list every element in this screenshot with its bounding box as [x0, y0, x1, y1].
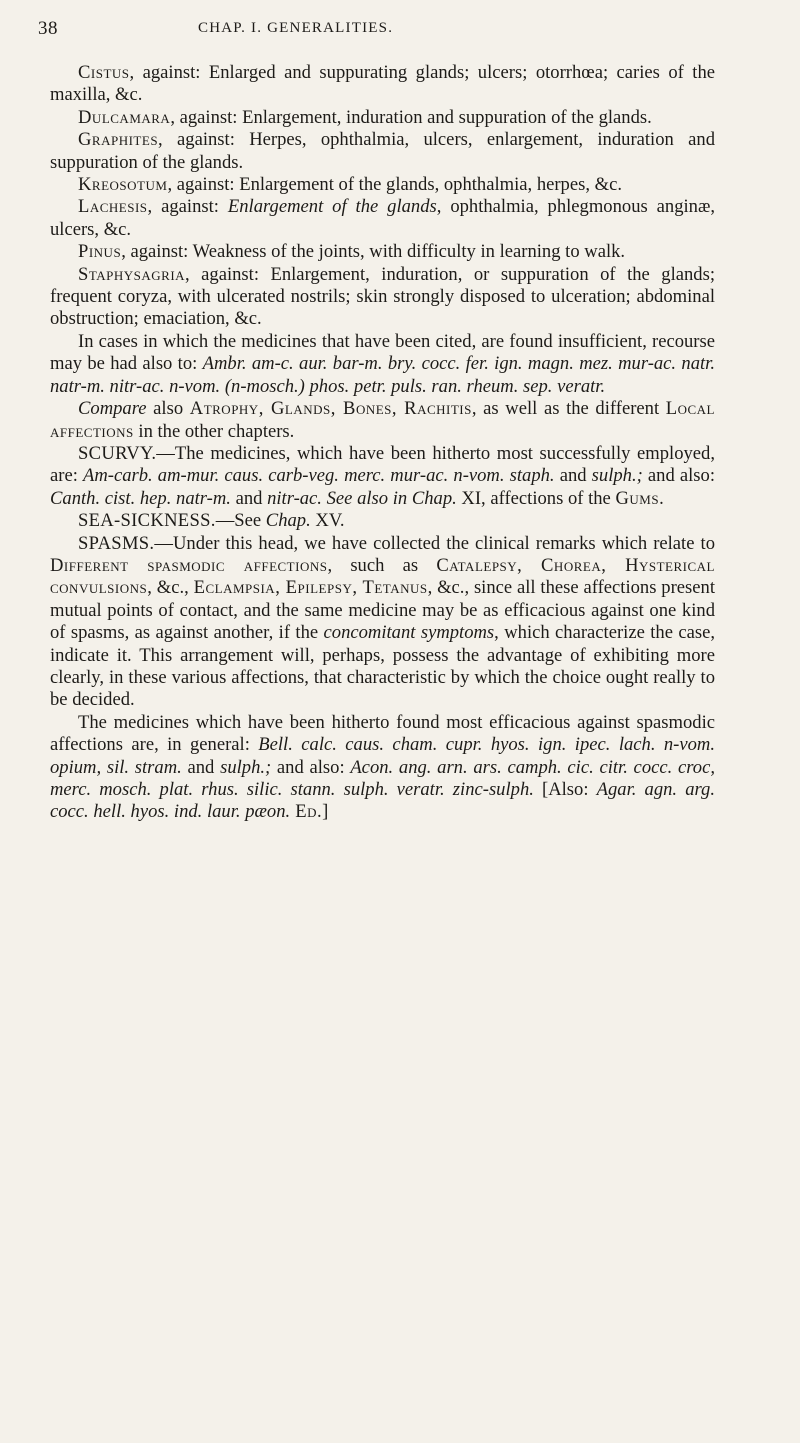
entry-pinus — [50, 241, 715, 263]
chapter-ref: Chap. — [411, 487, 457, 509]
local-affections-ref: Local affections — [50, 398, 715, 442]
spasms-text: , &c., — [147, 577, 194, 599]
eclampsia-ref: Eclampsia, Epilepsy, Tetanus — [193, 577, 428, 599]
spasms-text: —Under this head, we have collected the clinical remarks which relate to — [154, 532, 715, 554]
section-heading: SEA-SICKNESS. — [78, 510, 216, 532]
entry-dulcamara — [50, 107, 715, 129]
remedy-list: sulph.; — [591, 465, 643, 487]
compare-mid: , as well as the different — [471, 398, 666, 420]
spasms-section — [50, 533, 715, 712]
remedy-list: Canth. cist. hep. natr-m. — [50, 487, 231, 509]
chapter-title: CHAP. I. GENERALITIES. — [198, 20, 394, 36]
remedy-name: Graphites — [78, 129, 159, 151]
catalepsy-ref: Catalepsy, Chorea, Hysterical convulsions — [50, 554, 715, 599]
entry-text: , against: Enlargement, induration, or suppuration of the glands; frequent coryza, with ulcerated nostrils; skin strongly disposed to ulceration; abdominal obstruction; emaciation, &c. — [50, 263, 715, 330]
page-number: 38 — [38, 18, 58, 39]
body-text — [50, 62, 715, 824]
entry-staphysagria — [50, 264, 715, 331]
running-head — [38, 18, 740, 42]
entry-kreosotum — [50, 174, 715, 196]
gums-ref: Gums — [615, 487, 660, 509]
remedy-name: Lachesis — [78, 196, 148, 218]
insufficient-paragraph — [50, 331, 715, 398]
compare-label: Compare — [78, 398, 147, 420]
period: . — [659, 487, 664, 509]
conjunction: and — [230, 487, 268, 509]
entry-cistus — [50, 62, 715, 107]
remedy-list: Bell. calc. caus. cham. cupr. hyos. ign. ipec. lach. n-vom. opium, sil. stram. — [50, 734, 715, 778]
see-text: —See — [215, 510, 266, 532]
compare-paragraph — [50, 398, 715, 443]
remedy-name: Dulcamara — [78, 106, 171, 128]
entry-graphites — [50, 129, 715, 174]
insufficient-text: In cases in which the medicines that have been cited, are found insufficient, recourse may be had also to: — [50, 330, 715, 375]
compare-also: also — [146, 398, 190, 420]
spasms-text: , such as — [327, 554, 437, 576]
cross-references: Atrophy, Glands, Bones, Rachitis — [189, 398, 472, 420]
chapter-ref: Chap. — [265, 510, 311, 532]
conjunction: and also: — [642, 465, 715, 487]
editor-note-open: [Also: — [533, 779, 597, 800]
concomitant-emphasis: concomitant symptoms — [323, 622, 495, 644]
section-heading: SCURVY. — [78, 442, 157, 464]
entry-text: , against: Enlargement, induration and suppuration of the glands. — [170, 106, 652, 128]
entry-text: , against: Enlargement of the glands, ophthalmia, herpes, &c. — [167, 174, 623, 196]
section-heading: SPASMS. — [78, 532, 155, 554]
entry-text: , ophthalmia, phlegmonous anginæ, ulcers, &c. — [50, 196, 716, 240]
editor-mark: Ed.] — [290, 801, 329, 823]
remedy-name: Staphysagria — [78, 263, 186, 285]
remedy-name: Cistus — [78, 62, 130, 83]
entry-prefix: , against: — [147, 196, 228, 218]
remedy-list: Am-carb. am-mur. caus. carb-veg. merc. mur-ac. n-vom. staph. — [82, 465, 555, 487]
spasms-medicines — [50, 712, 715, 824]
entry-emphasis: Enlargement of the glands — [227, 196, 437, 218]
entry-text: , against: Herpes, ophthalmia, ulcers, enlargement, induration and suppuration of the glands. — [50, 129, 715, 173]
spasms-text: , which characterize the case, indicate it. This arrangement will, perhaps, possess the advantage of exhibiting more clearly, in these various affections, that characteristic by which the choice ought really to be decided. — [50, 622, 715, 711]
remedy-list: sulph.; — [220, 756, 272, 778]
conjunction: and — [554, 465, 592, 487]
chapter-ref-text: XV. — [310, 510, 345, 532]
compare-tail: in the other chapters. — [133, 420, 295, 442]
remedy-list: Ambr. am-c. aur. bar-m. bry. cocc. fer. ign. magn. mez. mur-ac. natr. natr-m. nitr-ac. n-vom. (n-mosch.) phos. petr. puls. ran. rheum. sep. veratr. — [50, 353, 715, 397]
entry-text: , against: Enlarged and suppurating glands; ulcers; otorrhœa; caries of the maxilla, &c. — [50, 62, 715, 106]
spasms-text: , &c., since all these affections present mutual points of contact, and the same medicine may be as efficacious against one kind of spasms, as against another, if the — [50, 577, 715, 644]
conjunction: and — [181, 756, 221, 778]
remedy-name: Pinus — [78, 241, 122, 263]
different-affections-ref: Different spasmodic affections — [50, 554, 328, 576]
remedy-name: Kreosotum — [78, 174, 168, 196]
see-also: See also in — [321, 487, 412, 509]
seasickness-section — [50, 510, 715, 532]
scurvy-intro: —The medicines, which have been hitherto most successfully employed, are: — [50, 442, 715, 487]
medicines-intro: The medicines which have been hitherto found most efficacious against spasmodic affections are, in general: — [50, 711, 715, 756]
scurvy-section — [50, 443, 715, 510]
entry-lachesis — [50, 196, 715, 241]
remedy-list: Acon. ang. arn. ars. camph. cic. citr. cocc. croc, merc. mosch. plat. rhus. silic. stann. sulph. veratr. zinc-sulph. — [50, 756, 715, 800]
remedy-list: nitr-ac. — [267, 487, 322, 509]
conjunction: and also: — [271, 756, 351, 778]
remedy-list: Agar. agn. arg. cocc. hell. hyos. ind. laur. pæon. — [50, 779, 715, 823]
chapter-ref-text: XI, affections of the — [456, 487, 616, 509]
entry-text: , against: Weakness of the joints, with difficulty in learning to walk. — [121, 241, 626, 263]
